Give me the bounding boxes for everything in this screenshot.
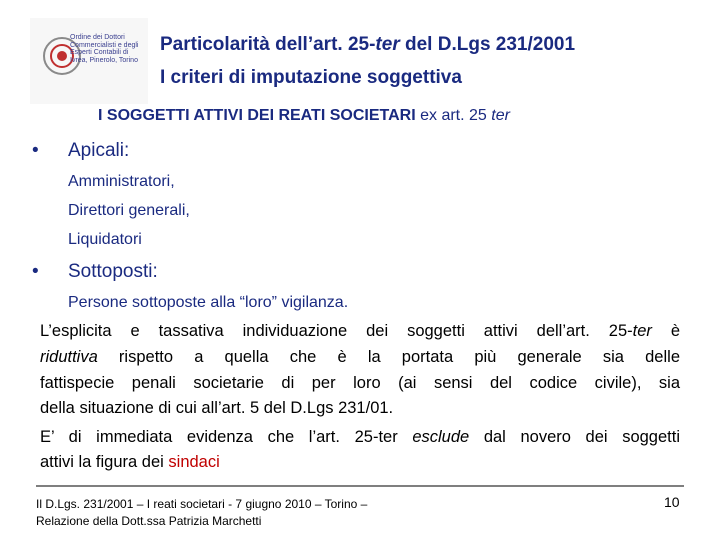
list-item: Direttori generali, xyxy=(68,202,190,219)
paragraph-line: L’esplicita e tassativa individuazione dei soggetti attivi dell’art. 25-ter è xyxy=(40,322,680,340)
bullet-apicali: • Apicali: xyxy=(32,140,130,161)
page-title: Particolarità dell’art. 25-ter del D.Lgs 231/2001 xyxy=(160,34,576,55)
bullet-sottoposti: • Sottoposti: xyxy=(32,261,158,282)
paragraph-line: E’ di immediata evidenza che l’art. 25-ter esclude dal novero dei soggetti xyxy=(40,428,680,446)
page-title-line2: I criteri di imputazione soggettiva xyxy=(160,67,462,88)
list-item: Amministratori, xyxy=(68,173,175,190)
list-item: Persone sottoposte alla “loro” vigilanza. xyxy=(68,294,349,311)
paragraph-line: della situazione di cui all’art. 5 del D.Lgs 231/01. xyxy=(40,399,394,417)
footer-divider xyxy=(36,485,684,487)
highlighted-term: sindaci xyxy=(168,453,220,471)
list-item: Liquidatori xyxy=(68,231,142,248)
page-number: 10 xyxy=(664,494,680,510)
logo xyxy=(30,18,148,104)
paragraph-line: riduttiva rispetto a quella che è la portata più generale sia delle xyxy=(40,348,680,366)
logo-text: Ordine dei Dottori Commercialisti e degli Esperti Contabili di Ivrea, Pinerolo, Torino xyxy=(70,34,139,64)
section-heading: I SOGGETTI ATTIVI DEI REATI SOCIETARI ex art. 25 ter xyxy=(98,107,510,124)
footer-text: Il D.Lgs. 231/2001 – I reati societari - 7 giugno 2010 – Torino – Relazione della Dott.ssa Patrizia Marchetti xyxy=(36,497,368,528)
paragraph-line: attivi la figura dei sindaci xyxy=(40,453,220,471)
paragraph-line: fattispecie penali societarie di per loro (ai sensi del codice civile), sia xyxy=(40,374,680,392)
